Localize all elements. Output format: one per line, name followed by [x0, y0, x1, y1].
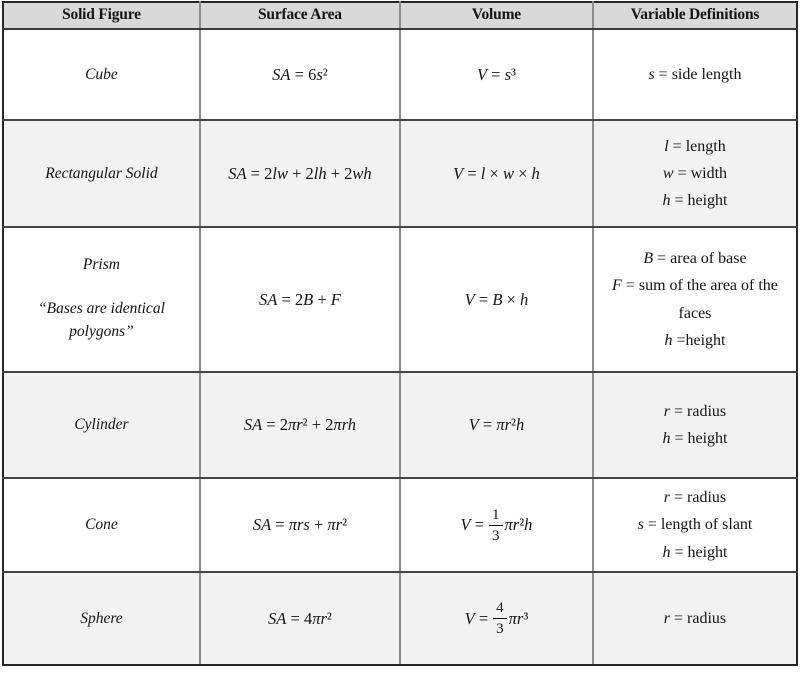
- definition-variable: h: [664, 331, 673, 349]
- table-row: [3, 478, 797, 572]
- solid-figures-table: [2, 1, 798, 666]
- definition-line: [600, 511, 790, 538]
- figure-name: Rectangular Solid: [45, 164, 158, 182]
- header-variable-definitions: Variable Definitions: [593, 2, 797, 29]
- figure-name: Cube: [85, 65, 118, 83]
- surface-area-cell: [200, 29, 400, 120]
- definition-text: = height: [674, 192, 728, 210]
- surface-area-formula: SA = 2lw + 2lh + 2wh: [228, 163, 372, 183]
- definition-text: = width: [677, 164, 728, 182]
- volume-formula: [407, 506, 586, 545]
- definition-line: [600, 245, 790, 272]
- definition-line: [600, 484, 790, 511]
- volume-formula-pre: V =: [460, 515, 485, 534]
- volume-formula-pre: V = l × w × h: [453, 163, 540, 183]
- volume-formula-post: πr³: [508, 608, 529, 628]
- table-row: [3, 372, 797, 478]
- variable-definitions-cell: [593, 227, 797, 372]
- header-solid-figure: Solid Figure: [3, 2, 200, 29]
- solid-figure-cell: [3, 227, 200, 372]
- definition-line: [600, 605, 790, 632]
- surface-area-cell: [200, 120, 400, 227]
- definition-line: [600, 539, 790, 566]
- definition-variable: r: [663, 609, 671, 627]
- volume-cell: [400, 227, 593, 372]
- table-body: [3, 29, 797, 665]
- solid-figure-cell: [3, 372, 200, 478]
- surface-area-cell: [200, 372, 400, 478]
- fraction-numerator: 4: [493, 599, 507, 619]
- surface-area-formula: SA = 4πr²: [268, 608, 332, 628]
- definition-line: [600, 398, 790, 425]
- definition-text: = radius: [674, 489, 727, 507]
- definition-text: = length of slant: [647, 516, 753, 534]
- variable-definitions-cell: [593, 29, 797, 120]
- volume-formula: [407, 290, 586, 310]
- fraction: [493, 599, 507, 638]
- volume-cell: [400, 29, 593, 120]
- surface-area-formula: SA = 6s²: [272, 64, 328, 84]
- surface-area-cell: [200, 478, 400, 572]
- table-row: [3, 29, 797, 120]
- volume-formula-pre: V = s³: [476, 64, 516, 84]
- header-volume: Volume: [400, 2, 593, 29]
- definition-line: [600, 133, 790, 160]
- definition-text: = side length: [658, 65, 742, 83]
- volume-cell: [400, 478, 593, 572]
- definition-text: = height: [674, 543, 728, 561]
- solid-figure-cell: [3, 572, 200, 665]
- fraction-denominator: 3: [492, 527, 500, 544]
- definition-line: [600, 425, 790, 452]
- surface-area-formula: SA = πrs + πr²: [252, 515, 348, 534]
- definition-line: [600, 272, 790, 326]
- surface-area-cell: [200, 572, 400, 665]
- surface-area-cell: [200, 227, 400, 372]
- variable-definitions-cell: [593, 478, 797, 572]
- definition-line: [600, 187, 790, 214]
- definition-variable: l: [664, 137, 669, 155]
- solid-figure-cell: [3, 120, 200, 227]
- volume-formula: [407, 164, 586, 184]
- table-row: [3, 120, 797, 227]
- volume-formula: [407, 65, 586, 85]
- variable-definitions-cell: [593, 120, 797, 227]
- definition-text: = sum of the area of the faces: [625, 277, 778, 322]
- figure-name: Cone: [85, 516, 118, 533]
- volume-formula-pre: V =: [464, 608, 489, 628]
- definition-variable: s: [637, 516, 644, 534]
- definition-variable: s: [648, 65, 655, 83]
- figure-name: Sphere: [80, 609, 123, 627]
- fraction-numerator: 1: [489, 506, 503, 526]
- volume-formula-post: πr²h: [504, 515, 533, 534]
- definition-text: = radius: [674, 609, 727, 627]
- volume-formula: [407, 599, 586, 638]
- definition-variable: F: [612, 277, 622, 295]
- volume-formula-pre: V = πr²h: [468, 415, 525, 434]
- definition-variable: r: [663, 489, 671, 507]
- definition-variable: w: [662, 164, 674, 182]
- fraction: [489, 506, 503, 545]
- table-row: [3, 227, 797, 372]
- definition-variable: h: [662, 430, 671, 447]
- definition-text: = area of base: [657, 250, 747, 268]
- header-row: [3, 2, 797, 29]
- variable-definitions-cell: [593, 372, 797, 478]
- volume-cell: [400, 120, 593, 227]
- definition-text: = height: [674, 430, 728, 447]
- figure-note: “Bases are identical polygons”: [38, 300, 165, 340]
- solid-figure-cell: [3, 29, 200, 120]
- volume-formula: [407, 415, 586, 435]
- definition-variable: h: [662, 192, 671, 210]
- definition-text: =height: [676, 331, 726, 349]
- surface-area-formula: SA = 2B + F: [258, 289, 341, 309]
- variable-definitions-cell: [593, 572, 797, 665]
- surface-area-formula: SA = 2πr² + 2πrh: [243, 415, 357, 434]
- fraction-denominator: 3: [496, 621, 504, 637]
- definition-variable: r: [663, 402, 671, 420]
- definition-line: [600, 61, 790, 88]
- table-row: [3, 572, 797, 665]
- definition-text: = length: [672, 137, 726, 155]
- volume-formula-pre: V = B × h: [464, 289, 529, 309]
- definition-line: [600, 327, 790, 354]
- definition-variable: B: [643, 250, 654, 268]
- volume-cell: [400, 372, 593, 478]
- definition-line: [600, 160, 790, 187]
- figure-name: Cylinder: [74, 416, 129, 433]
- header-surface-area: Surface Area: [200, 2, 400, 29]
- definition-variable: h: [662, 543, 671, 561]
- figure-name: Prism: [82, 256, 120, 274]
- volume-cell: [400, 572, 593, 665]
- definition-text: = radius: [674, 402, 727, 420]
- solid-figure-cell: [3, 478, 200, 572]
